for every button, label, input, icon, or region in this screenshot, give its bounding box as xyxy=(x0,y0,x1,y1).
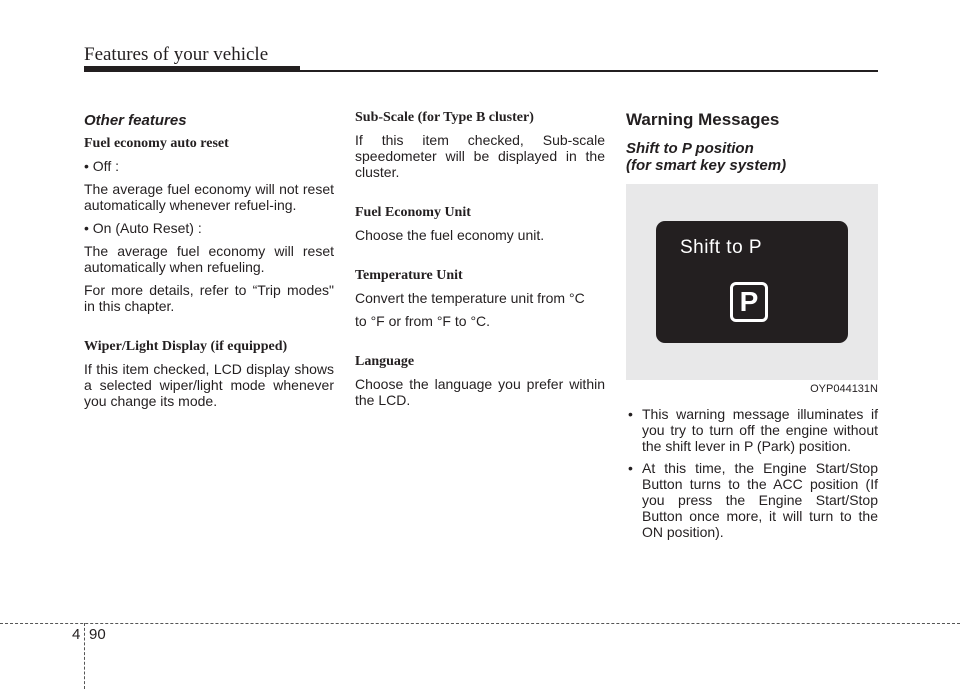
warning-bullet-1: • This warning message illuminates if you try to turn off the engine without the shift lever in P (Park) position. xyxy=(626,406,878,454)
column-right xyxy=(626,110,878,546)
lcd-screen xyxy=(656,221,848,343)
column-left xyxy=(84,110,334,416)
temperature-unit-line1: Convert the temperature unit from °C xyxy=(355,290,585,306)
header-bar-thin xyxy=(300,70,878,72)
fuel-unit-title: Fuel Economy Unit xyxy=(355,205,471,220)
fuel-unit-description: Choose the fuel economy unit. xyxy=(355,227,545,243)
temperature-unit-line2: to °F or from °F to °C. xyxy=(355,313,491,329)
smart-key-subheading: (for smart key system) xyxy=(626,157,787,174)
fuel-reset-title: Fuel economy auto reset xyxy=(84,136,229,151)
shift-to-p-subheading: Shift to P position xyxy=(626,140,754,157)
on-description: The average fuel economy will reset automatically when refueling. xyxy=(84,243,334,275)
header-bar-thick xyxy=(84,66,300,72)
page-number: 90 xyxy=(89,626,106,643)
wiper-display-description: If this item checked, LCD display shows a selected wiper/light mode whenever you change its mode. xyxy=(84,361,334,409)
footer-divider xyxy=(0,623,960,624)
warning-bullet-list xyxy=(626,406,878,540)
wiper-display-title: Wiper/Light Display (if equipped) xyxy=(84,339,288,354)
column-middle xyxy=(355,110,605,415)
language-title: Language xyxy=(355,354,415,369)
off-description: The average fuel economy will not reset automatically whenever refuel-ing. xyxy=(84,181,334,213)
page-header-title: Features of your vehicle xyxy=(84,44,269,65)
footer-vertical-divider xyxy=(84,623,85,689)
other-features-heading: Other features xyxy=(84,112,187,129)
figure-code: OYP044131N xyxy=(810,383,878,395)
language-description: Choose the language you prefer within the LCD. xyxy=(355,376,605,408)
subscale-description: If this item checked, Sub-scale speedometer will be displayed in the cluster. xyxy=(355,132,605,180)
warning-bullet-2: • At this time, the Engine Start/Stop Button turns to the ACC position (If you press the Engine Start/Stop Button once more, it will turn to the ON position). xyxy=(626,460,878,540)
on-label: • On (Auto Reset) : xyxy=(84,220,202,236)
off-label: • Off : xyxy=(84,158,119,174)
lcd-message: Shift to P xyxy=(680,237,763,258)
park-p-icon: P xyxy=(730,282,768,322)
temperature-unit-title: Temperature Unit xyxy=(355,268,463,283)
subscale-title: Sub-Scale (for Type B cluster) xyxy=(355,110,534,125)
warning-messages-heading: Warning Messages xyxy=(626,110,780,129)
chapter-number: 4 xyxy=(72,626,81,643)
cluster-display-figure xyxy=(626,184,878,395)
more-details-text: For more details, refer to “Trip modes" in this chapter. xyxy=(84,282,334,314)
